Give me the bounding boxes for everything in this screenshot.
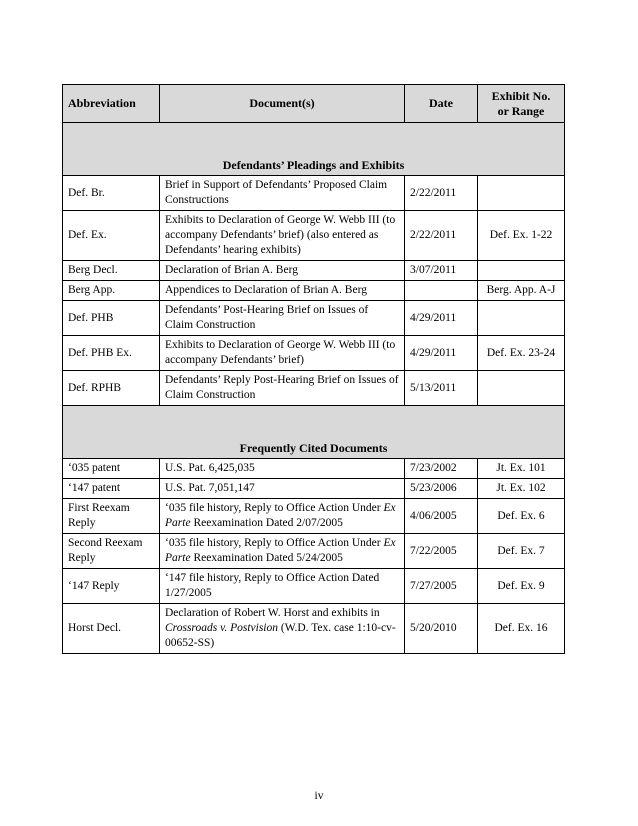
header-row — [63, 85, 565, 123]
document-cell: Declaration of Brian A. Berg — [160, 261, 405, 281]
table-row — [63, 371, 565, 406]
exhibit-cell: Def. Ex. 23-24 — [478, 336, 565, 371]
date-cell: 2/22/2011 — [405, 211, 478, 261]
exhibit-cell: Berg. App. A-J — [478, 281, 565, 301]
document-text: Reexamination Dated 2/07/2005 — [190, 517, 343, 529]
table-row — [63, 479, 565, 499]
table-of-abbreviations — [62, 84, 565, 654]
document-text: (W.D. Tex. case 1:10-cv-00652-SS) — [165, 622, 396, 649]
date-cell — [405, 281, 478, 301]
document-case-name: Ex Parte — [165, 537, 396, 564]
section-title: Defendants’ Pleadings and Exhibits — [63, 123, 565, 176]
abbreviation-cell: Def. PHB — [63, 301, 160, 336]
exhibit-cell: Def. Ex. 7 — [478, 534, 565, 569]
date-cell: 4/29/2011 — [405, 301, 478, 336]
table-row — [63, 281, 565, 301]
exhibit-cell — [478, 371, 565, 406]
table-row — [63, 459, 565, 479]
abbreviation-cell: Second Reexam Reply — [63, 534, 160, 569]
date-cell: 4/29/2011 — [405, 336, 478, 371]
date-cell: 4/06/2005 — [405, 499, 478, 534]
exhibit-cell — [478, 301, 565, 336]
abbreviation-cell: Def. RPHB — [63, 371, 160, 406]
abbreviation-cell: ‘147 Reply — [63, 569, 160, 604]
abbreviation-cell: ‘035 patent — [63, 459, 160, 479]
document-text: Reexamination Dated 5/24/2005 — [190, 552, 343, 564]
document-cell — [160, 499, 405, 534]
document-cell — [160, 534, 405, 569]
abbreviation-cell: Def. PHB Ex. — [63, 336, 160, 371]
header-exhibit — [478, 85, 565, 123]
section-header-row — [63, 123, 565, 176]
header-exhibit-line2: or Range — [497, 103, 545, 118]
abbreviation-cell: Def. Ex. — [63, 211, 160, 261]
date-cell: 3/07/2011 — [405, 261, 478, 281]
document-text: Declaration of Robert W. Horst and exhibits in — [165, 607, 380, 619]
section-title: Frequently Cited Documents — [63, 406, 565, 459]
exhibit-cell: Jt. Ex. 101 — [478, 459, 565, 479]
header-exhibit-line1: Exhibit No. — [491, 88, 551, 103]
abbreviation-cell: Berg App. — [63, 281, 160, 301]
abbreviation-cell: Def. Br. — [63, 176, 160, 211]
exhibit-cell — [478, 176, 565, 211]
table-row — [63, 261, 565, 281]
exhibit-cell — [478, 261, 565, 281]
date-cell: 5/23/2006 — [405, 479, 478, 499]
table-row — [63, 569, 565, 604]
header-abbreviation: Abbreviation — [63, 85, 160, 123]
table-row — [63, 211, 565, 261]
document-cell: Defendants’ Post-Hearing Brief on Issues of Claim Construction — [160, 301, 405, 336]
document-cell: U.S. Pat. 6,425,035 — [160, 459, 405, 479]
document-cell: Exhibits to Declaration of George W. Webb III (to accompany Defendants’ brief) (also entered as Defendants’ hearing exhibits) — [160, 211, 405, 261]
document-cell: Appendices to Declaration of Brian A. Berg — [160, 281, 405, 301]
abbreviation-cell: Berg Decl. — [63, 261, 160, 281]
header-date: Date — [405, 85, 478, 123]
table-row — [63, 499, 565, 534]
date-cell: 5/20/2010 — [405, 604, 478, 654]
document-cell: Exhibits to Declaration of George W. Webb III (to accompany Defendants’ brief) — [160, 336, 405, 371]
table-body — [63, 123, 565, 654]
document-cell — [160, 604, 405, 654]
document-text: ‘035 file history, Reply to Office Action Under — [165, 502, 384, 514]
table-row — [63, 301, 565, 336]
date-cell: 7/22/2005 — [405, 534, 478, 569]
date-cell: 7/23/2002 — [405, 459, 478, 479]
abbreviation-cell: Horst Decl. — [63, 604, 160, 654]
document-case-name: Crossroads v. Postvision — [165, 622, 278, 634]
document-cell: Brief in Support of Defendants’ Proposed Claim Constructions — [160, 176, 405, 211]
abbreviation-cell: First Reexam Reply — [63, 499, 160, 534]
exhibit-cell: Def. Ex. 6 — [478, 499, 565, 534]
table-row — [63, 534, 565, 569]
date-cell: 2/22/2011 — [405, 176, 478, 211]
document-cell: ‘147 file history, Reply to Office Action Dated 1/27/2005 — [160, 569, 405, 604]
document-text: ‘035 file history, Reply to Office Action Under — [165, 537, 384, 549]
document-case-name: Ex Parte — [165, 502, 396, 529]
table-row — [63, 604, 565, 654]
exhibit-cell: Def. Ex. 9 — [478, 569, 565, 604]
document-cell: U.S. Pat. 7,051,147 — [160, 479, 405, 499]
date-cell: 7/27/2005 — [405, 569, 478, 604]
exhibit-cell: Def. Ex. 1-22 — [478, 211, 565, 261]
header-documents: Document(s) — [160, 85, 405, 123]
table-row — [63, 336, 565, 371]
page-number: iv — [314, 790, 324, 802]
section-header-row — [63, 406, 565, 459]
exhibit-cell: Jt. Ex. 102 — [478, 479, 565, 499]
date-cell: 5/13/2011 — [405, 371, 478, 406]
document-cell: Defendants’ Reply Post-Hearing Brief on Issues of Claim Construction — [160, 371, 405, 406]
table-row — [63, 176, 565, 211]
abbreviation-cell: ‘147 patent — [63, 479, 160, 499]
exhibit-cell: Def. Ex. 16 — [478, 604, 565, 654]
